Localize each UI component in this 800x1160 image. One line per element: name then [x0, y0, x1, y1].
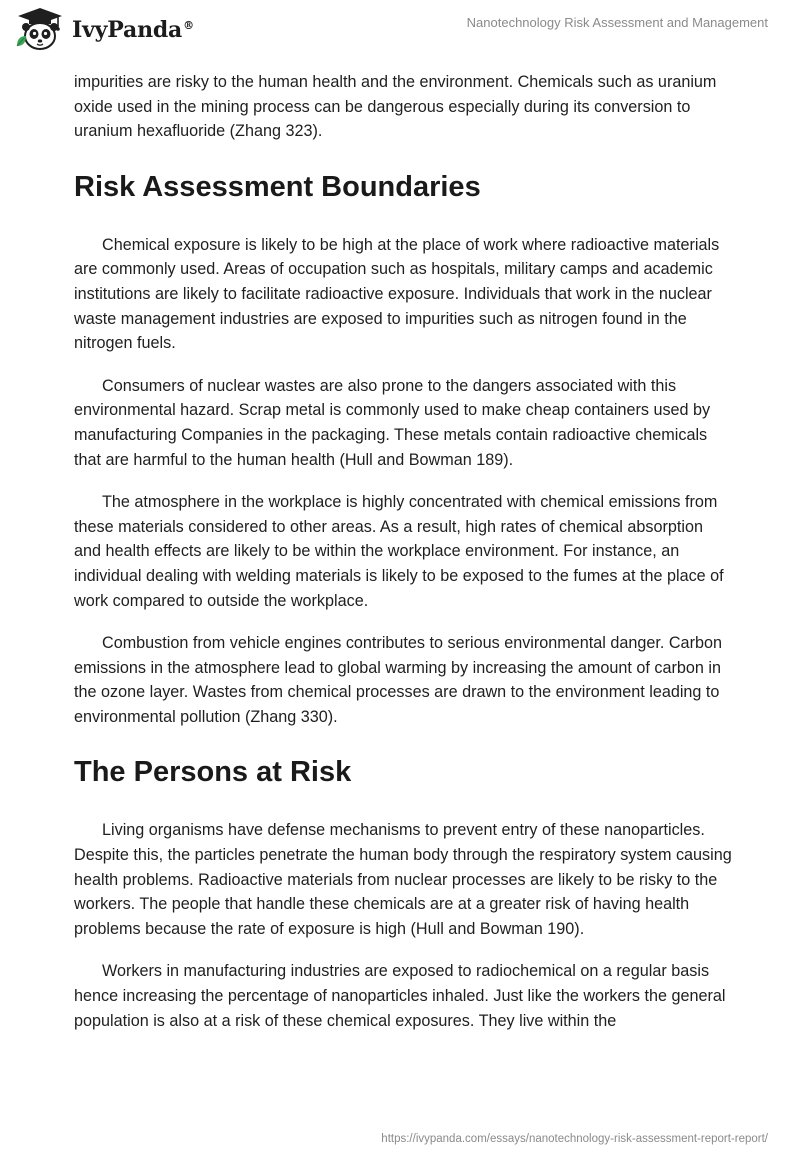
source-url-link[interactable]: https://ivypanda.com/essays/nanotechnology-risk-assessment-report-report/ — [381, 1133, 768, 1145]
intro-paragraph: impurities are risky to the human health and the environment. Chemicals such as uranium oxide used in the mining process can be dangerous especially during its conversion to uranium hexafluoride (Zhang 323). — [74, 73, 717, 141]
paragraph: Chemical exposure is likely to be high at the place of work where radioactive materials are commonly used. Areas of occupation such as hospitals, military camps and academic institutions are likely to facilitate radioactive exposure. Individuals that work in the nuclear waste management industries are exposed to impurities such as nitrogen found in the nitrogen fuels. — [74, 235, 720, 353]
paragraph: Living organisms have defense mechanisms to prevent entry of these nanoparticles. Despite this, the particles penetrate the human body through the respiratory system causing health problems. Radioactive materials from nuclear processes are likely to be risky to the workers. The people that handle these chemicals are at a greater risk of having health problems because the rate of exposure is high (Hull and Bowman 190). — [74, 821, 732, 938]
page-header — [0, 0, 800, 64]
paragraph: The atmosphere in the workplace is highly concentrated with chemical emissions from these materials considered to other areas. As a result, high rates of chemical absorption and health effects are likely to be within the workplace environment. For instance, an individual dealing with welding materials is likely to be exposed to the fumes at the place of work compared to outside the workplace. — [74, 493, 724, 610]
paragraph: Combustion from vehicle engines contributes to serious environmental danger. Carbon emissions in the atmosphere lead to global warming by increasing the amount of carbon in the ozone layer. Wastes from chemical processes are drawn to the environment leading to environmental pollution (Zhang 330). — [74, 634, 722, 726]
registered-mark: ® — [183, 18, 194, 32]
panda-graduate-icon — [14, 6, 66, 54]
ivypanda-logo[interactable] — [14, 6, 194, 54]
paragraph: Consumers of nuclear wastes are also prone to the dangers associated with this environmental hazard. Scrap metal is commonly used to make cheap containers used by manufacturing Companies in the packaging. These metals contain radioactive chemicals that are harmful to the human health (Hull and Bowman 189). — [74, 376, 711, 469]
section-heading-persons-at-risk: The Persons at Risk — [74, 756, 352, 789]
essay-content — [74, 70, 734, 1051]
section-heading-risk-assessment-boundaries: Risk Assessment Boundaries — [74, 170, 481, 203]
document-title: Nanotechnology Risk Assessment and Management — [466, 15, 768, 30]
brand-name: IvyPanda® — [72, 17, 194, 43]
paragraph: Workers in manufacturing industries are exposed to radiochemical on a regular basis hence increasing the percentage of nanoparticles inhaled. Just like the workers the general population is also at a risk of these chemical exposures. They live within the — [74, 962, 726, 1030]
